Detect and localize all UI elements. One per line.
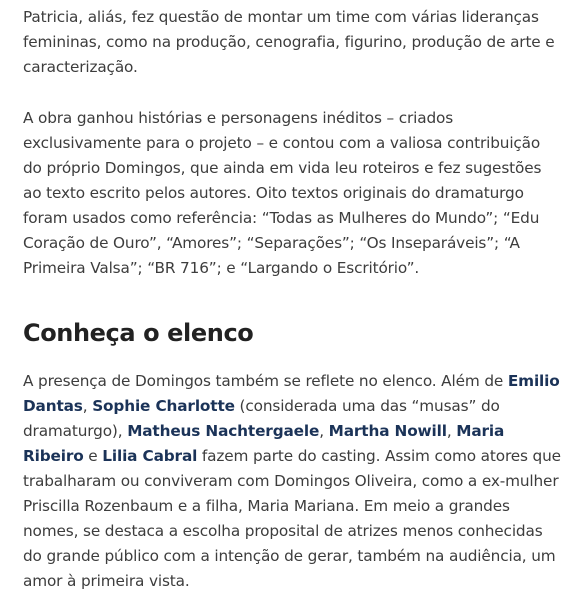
cast-link-martha-nowill[interactable]: Martha Nowill — [328, 422, 447, 440]
section-heading: Conheça o elenco — [23, 319, 254, 347]
paragraph-text: fazem parte do casting. Assim como atores que trabalharam ou conviveram com Domingos Oliveira, como a ex-mulher Priscilla Rozenbaum e a filha, Maria Mariana. Em meio a grandes nomes, se destaca a escolha proposital de atrizes menos conhecidas do grande público com a intenção de gerar, também na audiência, um amor à primeira vista. — [23, 447, 561, 590]
article-paragraph: Patricia, aliás, fez questão de montar um time com várias lideranças femininas, como na produção, cenografia, figurino, produção de arte e caracterização. — [23, 8, 555, 76]
paragraph-text: , — [446, 422, 457, 440]
paragraph-text: , — [82, 397, 93, 415]
cast-paragraph — [23, 369, 563, 594]
paragraph-text: , — [319, 422, 329, 440]
cast-link-lilia-cabral[interactable]: Lilia Cabral — [102, 447, 198, 465]
cast-link-sophie-charlotte[interactable]: Sophie Charlotte — [92, 397, 235, 415]
cast-link-emilio-dantas[interactable]: Emilio Dantas — [23, 372, 560, 415]
cast-link-matheus-nachtergaele[interactable]: Matheus Nachtergaele — [127, 422, 320, 440]
paragraph-text: A presença de Domingos também se reflete no elenco. Além de — [23, 372, 508, 390]
article-paragraph: A obra ganhou histórias e personagens inéditos – criados exclusivamente para o projeto – e contou com a valiosa contribuição do próprio Domingos, que ainda em vida leu roteiros e fez sugestões ao texto escrito pelos autores. Oito textos originais do dramaturgo foram usados como referência: “Todas as Mulheres do Mundo”; “Edu Coração de Ouro”, “Amores”; “Separações”; “Os Inseparáveis”; “A Primeira Valsa”; “BR 716”; e “Largando o Escritório”. — [23, 109, 542, 277]
cast-link-maria-ribeiro[interactable]: Maria Ribeiro — [23, 422, 505, 465]
paragraph-text: (considerada uma das “musas” do dramaturgo), — [23, 397, 500, 440]
paragraph-text: e — [83, 447, 103, 465]
